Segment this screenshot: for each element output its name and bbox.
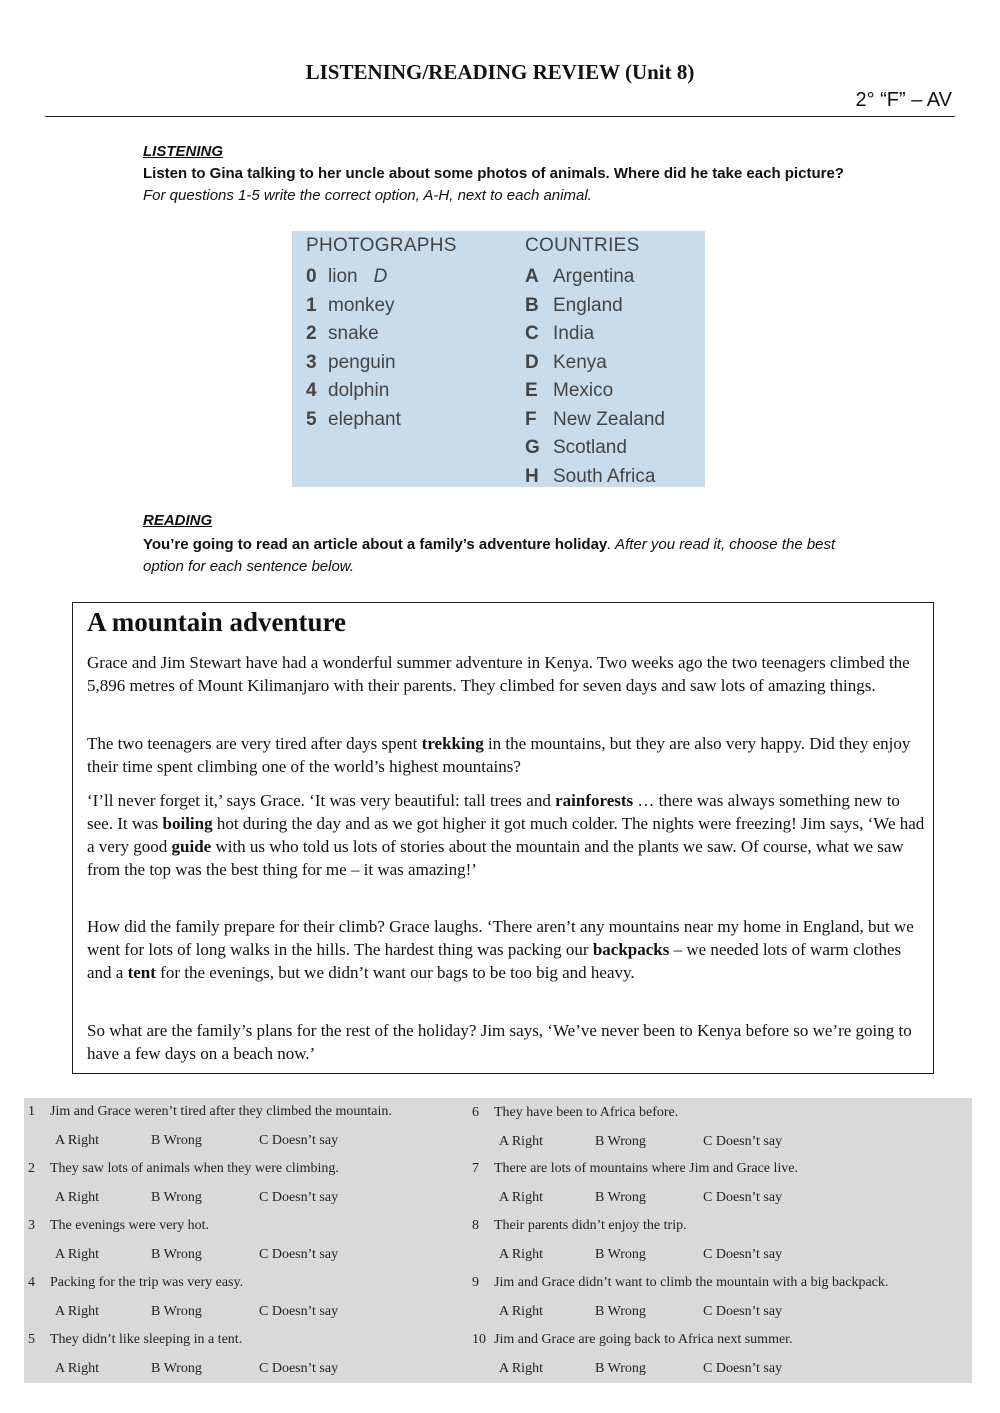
option-right[interactable]: A Right	[499, 1303, 543, 1319]
question-text: The evenings were very hot.	[50, 1218, 209, 1233]
reading-heading: READING	[143, 512, 213, 529]
question-number: 1	[28, 1104, 35, 1119]
question-number: 9	[472, 1275, 479, 1290]
option-doesnt-say[interactable]: C Doesn’t say	[703, 1303, 783, 1319]
matching-box	[292, 231, 705, 487]
class-code: 2° “F” – AV	[855, 89, 952, 111]
question-number: 7	[472, 1161, 479, 1176]
photo-row	[306, 320, 506, 349]
keyword-tent: tent	[127, 963, 156, 982]
option-wrong[interactable]: B Wrong	[595, 1360, 646, 1376]
header-divider	[45, 116, 955, 117]
question-item	[28, 1212, 338, 1269]
countries-header: COUNTRIES	[525, 235, 640, 256]
option-wrong[interactable]: B Wrong	[151, 1132, 202, 1148]
countries-column	[525, 231, 700, 491]
option-right[interactable]: A Right	[55, 1303, 99, 1319]
option-wrong[interactable]: B Wrong	[595, 1246, 646, 1262]
option-right[interactable]: A Right	[55, 1360, 99, 1376]
option-wrong[interactable]: B Wrong	[595, 1189, 646, 1205]
question-item	[472, 1099, 782, 1156]
question-number: 10	[472, 1332, 486, 1347]
country-row	[525, 434, 700, 463]
option-doesnt-say[interactable]: C Doesn’t say	[259, 1189, 339, 1205]
country-letter: H	[525, 465, 539, 487]
question-text: Their parents didn’t enjoy the trip.	[494, 1218, 687, 1233]
question-item	[28, 1155, 339, 1212]
question-text: Jim and Grace are going back to Africa next summer.	[494, 1332, 793, 1347]
photo-row	[306, 406, 506, 435]
option-right[interactable]: A Right	[55, 1189, 99, 1205]
text-segment: for the evenings, but we didn’t want our bags to be too big and heavy.	[155, 963, 635, 982]
question-number: 6	[472, 1105, 479, 1120]
reading-instruction-bold: You’re going to read an article about a family’s adventure holiday	[143, 536, 608, 553]
country-name: Argentina	[553, 266, 635, 288]
country-row	[525, 263, 700, 292]
article-paragraph-4	[87, 915, 925, 984]
option-right[interactable]: A Right	[499, 1189, 543, 1205]
question-number: 8	[472, 1218, 479, 1233]
questions-box	[24, 1098, 972, 1383]
article-paragraph-1: Grace and Jim Stewart have had a wonderful summer adventure in Kenya. Two weeks ago the two teenagers climbed the 5,896 metres of Mount Kilimanjaro with their parents. They climbed for seven days and saw lots of amazing things.	[87, 653, 910, 695]
question-number: 4	[28, 1275, 35, 1290]
option-right[interactable]: A Right	[499, 1360, 543, 1376]
question-item	[28, 1269, 338, 1326]
question-text: They didn’t like sleeping in a tent.	[50, 1332, 243, 1347]
country-name: Scotland	[553, 437, 627, 459]
photo-animal: elephant	[328, 408, 401, 430]
country-letter: C	[525, 323, 539, 345]
photo-number: 1	[306, 294, 317, 316]
question-text: Packing for the trip was very easy.	[50, 1275, 244, 1290]
country-name: New Zealand	[553, 408, 665, 430]
country-letter: F	[525, 408, 537, 430]
keyword-boiling: boiling	[162, 814, 213, 833]
photo-row	[306, 377, 506, 406]
photo-animal: dolphin	[328, 380, 390, 402]
option-wrong[interactable]: B Wrong	[151, 1360, 202, 1376]
text-segment: … there was always something new to see. It was	[87, 791, 900, 833]
option-right[interactable]: A Right	[55, 1246, 99, 1262]
option-doesnt-say[interactable]: C Doesn’t say	[703, 1133, 783, 1149]
country-letter: B	[525, 294, 539, 316]
listening-instructions	[143, 163, 863, 207]
photo-animal: snake	[328, 323, 379, 345]
question-number: 5	[28, 1332, 35, 1347]
question-item	[472, 1155, 798, 1212]
option-doesnt-say[interactable]: C Doesn’t say	[703, 1360, 783, 1376]
text-segment: The two teenagers are very tired after days spent	[87, 734, 422, 753]
text-segment: hot during the day and as we got higher it got much colder. The nights were freezing! Jim says, ‘We had a very good	[87, 814, 925, 856]
option-wrong[interactable]: B Wrong	[595, 1303, 646, 1319]
question-item	[472, 1269, 888, 1326]
question-number: 3	[28, 1218, 35, 1233]
text-segment: How did the family prepare for their climb? Grace laughs. ‘There aren’t any mountains near my home in England, but we went for lots of long walks in the hills. The hardest thing was packing our	[87, 917, 914, 959]
article-paragraph-2	[87, 732, 925, 778]
question-item	[28, 1326, 338, 1383]
photographs-header: PHOTOGRAPHS	[306, 235, 457, 256]
text-segment: – we needed lots of warm clothes and a	[87, 940, 902, 982]
country-letter: A	[525, 266, 539, 288]
option-wrong[interactable]: B Wrong	[151, 1189, 202, 1205]
photo-row	[306, 292, 506, 321]
option-wrong[interactable]: B Wrong	[151, 1303, 202, 1319]
question-text: There are lots of mountains where Jim and Grace live.	[494, 1161, 799, 1176]
page-title: LISTENING/READING REVIEW (Unit 8)	[305, 60, 695, 84]
option-wrong[interactable]: B Wrong	[595, 1133, 646, 1149]
country-name: India	[553, 323, 595, 345]
question-number: 2	[28, 1161, 35, 1176]
country-letter: G	[525, 437, 540, 459]
country-letter: E	[525, 380, 538, 402]
question-item	[28, 1098, 392, 1155]
photo-number: 2	[306, 323, 317, 345]
photo-row	[306, 263, 506, 292]
country-row	[525, 463, 700, 492]
photo-number: 5	[306, 408, 317, 430]
option-doesnt-say[interactable]: C Doesn’t say	[259, 1132, 339, 1148]
text-segment: ‘I’ll never forget it,’ says Grace. ‘It was very beautiful: tall trees and	[87, 791, 556, 810]
reading-instruction-italic: . After you read it, choose the best option for each sentence below.	[143, 536, 836, 575]
keyword-guide: guide	[171, 837, 212, 856]
option-right[interactable]: A Right	[55, 1132, 99, 1148]
photo-animal: lion	[328, 266, 358, 288]
question-text: Jim and Grace didn’t want to climb the mountain with a big backpack.	[494, 1275, 889, 1290]
photo-number: 4	[306, 380, 317, 402]
country-row	[525, 406, 700, 435]
question-text: They have been to Africa before.	[494, 1105, 679, 1120]
question-text: They saw lots of animals when they were climbing.	[50, 1161, 339, 1176]
question-item	[472, 1212, 782, 1269]
country-letter: D	[525, 351, 539, 373]
listening-instruction-bold: Listen to Gina talking to her uncle about some photos of animals. Where did he take each picture?	[143, 165, 844, 182]
text-segment: with us who told us lots of stories about the mountain and the plants we saw. Of course, what we saw from the top was the best thing for me – it was amazing!’	[87, 837, 904, 879]
article-title: A mountain adventure	[87, 607, 347, 637]
keyword-backpacks: backpacks	[592, 940, 670, 959]
option-wrong[interactable]: B Wrong	[151, 1246, 202, 1262]
photographs-column	[306, 231, 506, 434]
country-row	[525, 377, 700, 406]
article-paragraph-3	[87, 789, 925, 881]
country-row	[525, 292, 700, 321]
country-name: Mexico	[553, 380, 614, 402]
country-name: South Africa	[553, 465, 656, 487]
question-item	[472, 1326, 793, 1383]
country-row	[525, 349, 700, 378]
country-name: Kenya	[553, 351, 607, 373]
photo-animal: penguin	[328, 351, 396, 373]
question-text: Jim and Grace weren’t tired after they climbed the mountain.	[50, 1104, 392, 1119]
option-doesnt-say[interactable]: C Doesn’t say	[259, 1360, 339, 1376]
listening-heading: LISTENING	[143, 143, 224, 160]
article-box	[72, 602, 934, 1074]
photo-animal: monkey	[328, 294, 395, 316]
country-name: England	[553, 294, 623, 316]
text-segment: in the mountains, but they are also very happy. Did they enjoy their time spent climbing one of the world’s highest mountains?	[87, 734, 911, 776]
photo-answer[interactable]: D	[373, 266, 388, 288]
photo-number: 3	[306, 351, 317, 373]
keyword-rainforests: rainforests	[555, 791, 634, 810]
reading-instructions	[143, 534, 863, 578]
photo-row	[306, 349, 506, 378]
option-right[interactable]: A Right	[499, 1246, 543, 1262]
keyword-trekking: trekking	[421, 734, 484, 753]
photo-number: 0	[306, 266, 317, 288]
option-doesnt-say[interactable]: C Doesn’t say	[703, 1246, 783, 1262]
option-doesnt-say[interactable]: C Doesn’t say	[259, 1303, 339, 1319]
option-doesnt-say[interactable]: C Doesn’t say	[703, 1189, 783, 1205]
option-doesnt-say[interactable]: C Doesn’t say	[259, 1246, 339, 1262]
country-row	[525, 320, 700, 349]
option-right[interactable]: A Right	[499, 1133, 543, 1149]
article-paragraph-5: So what are the family’s plans for the rest of the holiday? Jim says, ‘We’ve never been to Kenya before so we’re going to have a few days on a beach now.’	[87, 1021, 912, 1063]
listening-instruction-italic: For questions 1-5 write the correct option, A-H, next to each animal.	[143, 187, 592, 204]
